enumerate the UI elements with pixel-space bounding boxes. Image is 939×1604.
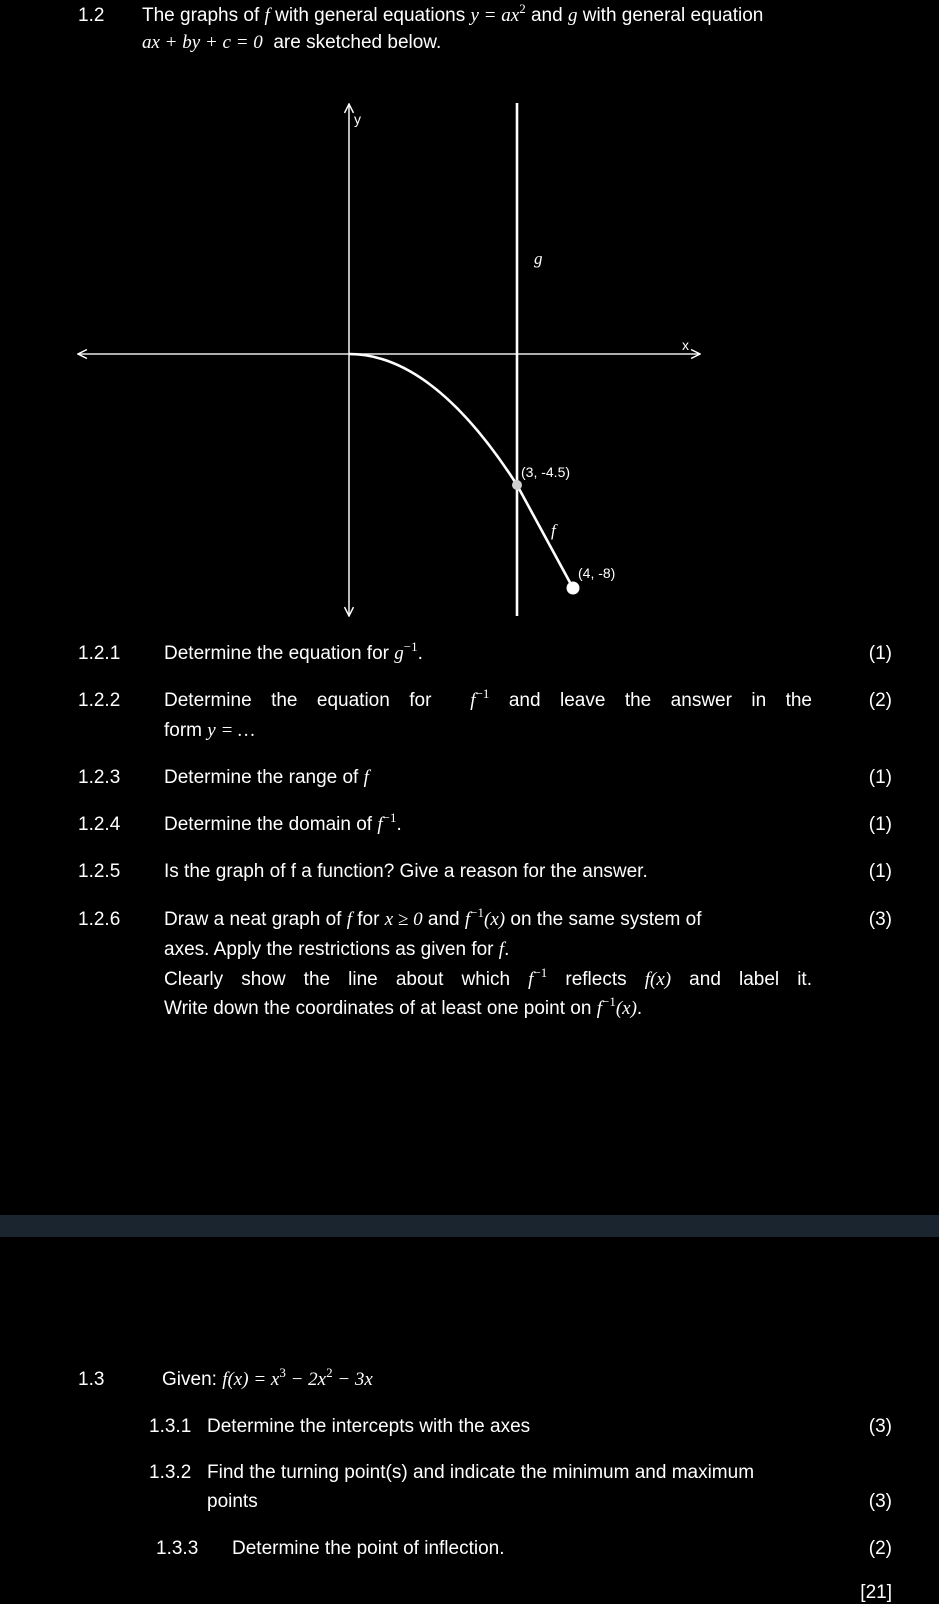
point-3-neg4.5 xyxy=(512,480,522,490)
text: Write down the coordinates of at least one point on xyxy=(164,998,597,1019)
text: are sketched below. xyxy=(262,32,442,53)
math-f: f xyxy=(596,998,602,1019)
superscript: 2 xyxy=(519,1,526,16)
question-number: 1.3.1 xyxy=(149,1416,192,1437)
text: Determine the equation for xyxy=(164,643,395,664)
question-number: 1.3.3 xyxy=(156,1538,199,1559)
question-text-line1 xyxy=(164,905,702,931)
total-marks: [21] xyxy=(860,1582,892,1603)
marks: (1) xyxy=(868,814,892,835)
question-number: 1.2.5 xyxy=(78,861,121,882)
question-number: 1.3 xyxy=(78,1369,105,1390)
text: . xyxy=(636,998,643,1019)
text: Given: xyxy=(162,1369,223,1390)
superscript: −1 xyxy=(403,639,418,654)
marks: (2) xyxy=(868,1538,892,1559)
page-separator xyxy=(0,1215,939,1237)
text: . xyxy=(396,814,402,835)
text: axes. Apply the restrictions as given for xyxy=(164,939,499,960)
question-text xyxy=(164,767,369,789)
x-axis-label: x xyxy=(682,337,689,353)
f-label: f xyxy=(551,521,556,540)
text: Determine the range of xyxy=(164,767,364,788)
marks: (2) xyxy=(868,690,892,711)
marks: (1) xyxy=(868,643,892,664)
text: with general equation xyxy=(577,5,764,26)
text: and label it. xyxy=(671,969,812,990)
question-text: Determine the point of inflection. xyxy=(232,1538,505,1559)
question-text-line3 xyxy=(164,965,812,991)
point1-label: (3, -4.5) xyxy=(521,464,571,480)
text: with general equations xyxy=(269,5,471,26)
question-text xyxy=(164,639,423,665)
superscript: 2 xyxy=(326,1365,333,1380)
text: form xyxy=(164,720,208,741)
superscript: −1 xyxy=(382,810,397,825)
text: reflects xyxy=(547,969,645,990)
g-label: g xyxy=(534,249,543,268)
superscript: −1 xyxy=(470,905,484,920)
question-text: Determine the intercepts with the axes xyxy=(207,1416,531,1437)
math-g: g xyxy=(567,5,578,26)
marks: (1) xyxy=(868,861,892,882)
question-text xyxy=(164,810,402,836)
question-number: 1.2.3 xyxy=(78,767,121,788)
question-text-line2: points xyxy=(207,1491,258,1512)
math-g: g xyxy=(394,643,404,664)
superscript: −1 xyxy=(533,965,548,980)
question-text-line2 xyxy=(164,939,509,961)
math-f: f xyxy=(464,909,471,930)
math-f: f xyxy=(470,690,476,711)
text: . xyxy=(417,643,423,664)
text: The graphs of xyxy=(142,5,265,26)
text: Determine the equation for xyxy=(164,690,471,711)
math-condition: x ≥ 0 xyxy=(384,909,423,930)
math-f: f xyxy=(346,909,352,930)
text: on the same system of xyxy=(505,909,702,930)
question-number: 1.2.2 xyxy=(78,690,121,711)
marks: (3) xyxy=(868,909,892,930)
question-text: Find the turning point(s) and indicate the minimum and maximum xyxy=(207,1462,755,1483)
superscript: −1 xyxy=(601,994,616,1009)
text: and leave the answer in the xyxy=(489,690,812,711)
point2-label: (4, -8) xyxy=(578,565,616,581)
point-4-neg8 xyxy=(567,582,580,595)
math: f(x) = x xyxy=(222,1369,280,1390)
superscript: 3 xyxy=(279,1365,286,1380)
math-fx: f(x) xyxy=(644,969,672,990)
y-axis-label: y xyxy=(354,111,361,127)
marks: (3) xyxy=(868,1416,892,1437)
text: . xyxy=(504,939,510,960)
superscript: −1 xyxy=(475,686,490,701)
math-f: f xyxy=(377,814,383,835)
question-text-line2 xyxy=(164,720,255,742)
text: Clearly show the line about which xyxy=(164,969,529,990)
question-text-line4 xyxy=(164,994,643,1020)
text: and xyxy=(525,5,568,26)
math-arg: (x) xyxy=(484,909,506,930)
math-equation-g: ax + by + c = 0 xyxy=(142,32,263,53)
marks: (1) xyxy=(868,767,892,788)
text: for xyxy=(352,909,385,930)
question-number: 1.2 xyxy=(78,5,105,26)
text: and xyxy=(422,909,465,930)
math-f: f xyxy=(528,969,534,990)
marks: (3) xyxy=(868,1491,892,1512)
math-f: f xyxy=(498,939,505,960)
question-number: 1.2.6 xyxy=(78,909,121,930)
math-equation-f: y = ax xyxy=(470,5,520,26)
question-text xyxy=(164,686,812,712)
function-graph xyxy=(0,0,939,630)
question-number: 1.2.4 xyxy=(78,814,121,835)
question-number: 1.2.1 xyxy=(78,643,121,664)
question-number: 1.3.2 xyxy=(149,1462,192,1483)
math-y: y = … xyxy=(207,720,255,741)
math: − 2x xyxy=(285,1369,327,1390)
math: − 3x xyxy=(332,1369,373,1390)
question-given xyxy=(162,1365,373,1391)
math-f: f xyxy=(264,5,270,26)
text: Determine the domain of xyxy=(164,814,378,835)
text: Draw a neat graph of xyxy=(164,909,347,930)
question-text: Is the graph of f a function? Give a reason for the answer. xyxy=(164,861,648,882)
math-f: f xyxy=(363,767,369,788)
math-arg: (x) xyxy=(615,998,637,1019)
